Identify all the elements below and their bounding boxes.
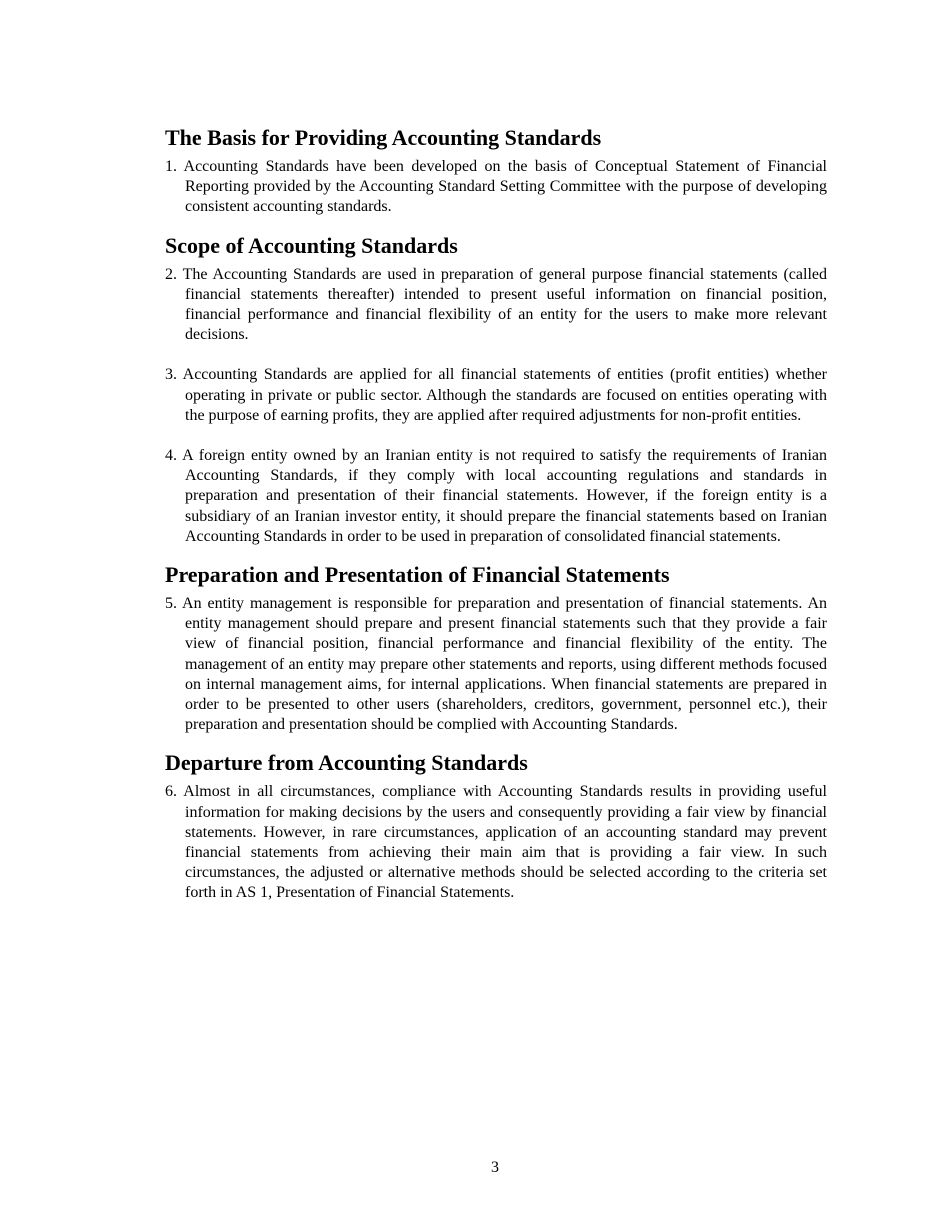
page-number: 3: [491, 1159, 499, 1176]
section-heading: Departure from Accounting Standards: [165, 750, 528, 776]
paragraph-1: 1. Accounting Standards have been developed on the basis of Conceptual Statement of Financial Reporting provided by the Accounting Standard Setting Committee with the purpose of developing consistent accounting standards.: [165, 158, 827, 216]
section-basis: [165, 124, 827, 218]
paragraph-6: 6. Almost in all circumstances, compliance with Accounting Standards results in providing useful information for making decisions by the users and consequently providing a fair view by financial statements. However, in rare circumstances, application of an accounting standard may prevent financial statements from achieving their main aim that is providing a fair view. In such circumstances, the adjusted or alternative methods should be selected according to the criteria set forth in AS 1, Presentation of Financial Statements.: [165, 783, 827, 902]
document-page: [165, 124, 827, 918]
section-heading: Preparation and Presentation of Financial Statements: [165, 562, 670, 588]
section-heading: Scope of Accounting Standards: [165, 232, 458, 258]
paragraph-2: 2. The Accounting Standards are used in preparation of general purpose financial statements (called financial statements thereafter) intended to present useful information on financial position, financial performance and financial flexibility of an entity for the users to make more relevant decisions.: [165, 265, 827, 344]
section-departure: [165, 749, 827, 903]
section-heading: The Basis for Providing Accounting Standards: [165, 125, 602, 150]
section-scope: [165, 232, 827, 547]
paragraph-3: 3. Accounting Standards are applied for all financial statements of entities (profit entities) whether operating in private or public sector. Although the standards are focused on entities operating with the purpose of earning profits, they are applied after required adjustments for non-profit entities.: [165, 366, 827, 424]
paragraph-4: 4. A foreign entity owned by an Iranian entity is not required to satisfy the requirements of Iranian Accounting Standards, if they comply with local accounting regulations and standards in preparation and presentation of their financial statements. However, if the foreign entity is a subsidiary of an Iranian investor entity, it should prepare the financial statements based on Iranian Accounting Standards in order to be used in preparation of consolidated financial statements.: [165, 447, 827, 545]
paragraph-5: 5. An entity management is responsible for preparation and presentation of financial statements. An entity management should prepare and present financial statements such that they provide a fair view of financial position, financial performance and financial flexibility of the entity. The management of an entity may prepare other statements and reports, using different methods focused on internal management aims, for internal applications. When financial statements are prepared in order to be presented to other users (shareholders, creditors, government, personnel etc.), their preparation and presentation should be complied with Accounting Standards.: [165, 595, 827, 734]
section-preparation: [165, 561, 827, 735]
